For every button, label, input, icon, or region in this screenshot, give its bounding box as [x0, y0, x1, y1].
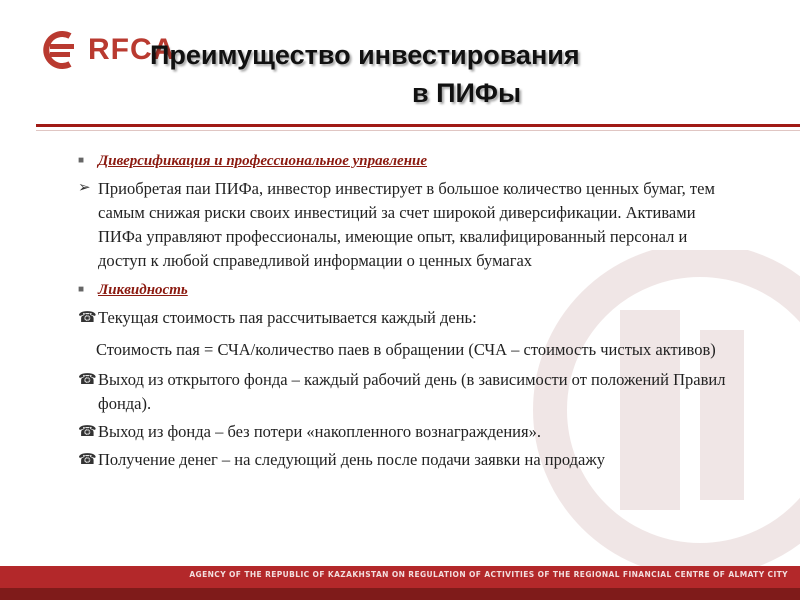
list-item [78, 448, 738, 472]
bullet-dot-icon: ■ [78, 155, 85, 166]
footer-band [0, 566, 800, 588]
section-heading-diversification: Диверсификация и профессиональное управление [98, 153, 428, 169]
rfca-logo [36, 30, 176, 70]
footer-text: AGENCY OF THE REPUBLIC OF KAZAKHSTAN ON REGULATION OF ACTIVITIES OF THE REGIONAL FINANCIAL CENTRE OF ALMATY CITY [189, 570, 788, 579]
phone-bullet-icon: ☎ [78, 310, 97, 326]
list-item [78, 177, 738, 273]
list-item [78, 420, 738, 444]
title-divider-shadow [36, 130, 800, 131]
logo-text: RFCA [88, 33, 176, 66]
bullet-list [78, 148, 738, 476]
list-item [78, 306, 738, 330]
item-text: Выход из фонда – без потери «накопленного вознаграждения». [98, 422, 541, 441]
title-divider [36, 124, 800, 127]
bullet-dot-icon: ■ [78, 284, 85, 295]
item-text: Получение денег – на следующий день после подачи заявки на продажу [98, 450, 606, 469]
item-text: Приобретая паи ПИФа, инвестор инвестирует в большое количество ценных бумаг, тем самым снижая риски своих инвестиций за счет широкой диверсификации. Активами ПИФа управляют профессионалы, имеющие опыт, квалифицированный персонал и доступ к любой справедливой информации о ценных бумагах [98, 179, 715, 270]
list-item [78, 277, 738, 302]
phone-bullet-icon: ☎ [78, 452, 97, 468]
title-line-1: Преимущество инвестирования [150, 40, 580, 70]
list-item [78, 148, 738, 173]
logo-emblem-icon [36, 30, 92, 70]
formula-text: Стоимость пая = СЧА/количество паев в обращении (СЧА – стоимость чистых активов) [96, 340, 716, 359]
list-item [78, 368, 738, 416]
item-text: Текущая стоимость пая рассчитывается каждый день: [98, 308, 477, 327]
phone-bullet-icon: ☎ [78, 424, 97, 440]
slide-title [150, 36, 770, 112]
title-line-2: в ПИФы [412, 78, 522, 108]
phone-bullet-icon: ☎ [78, 372, 97, 388]
item-text: Выход из открытого фонда – каждый рабочий день (в зависимости от положений Правил фонда). [98, 370, 726, 413]
section-heading-liquidity: Ликвидность [98, 282, 188, 298]
footer-bottom-stripe [0, 588, 800, 600]
arrow-bullet-icon: ➢ [78, 180, 91, 196]
